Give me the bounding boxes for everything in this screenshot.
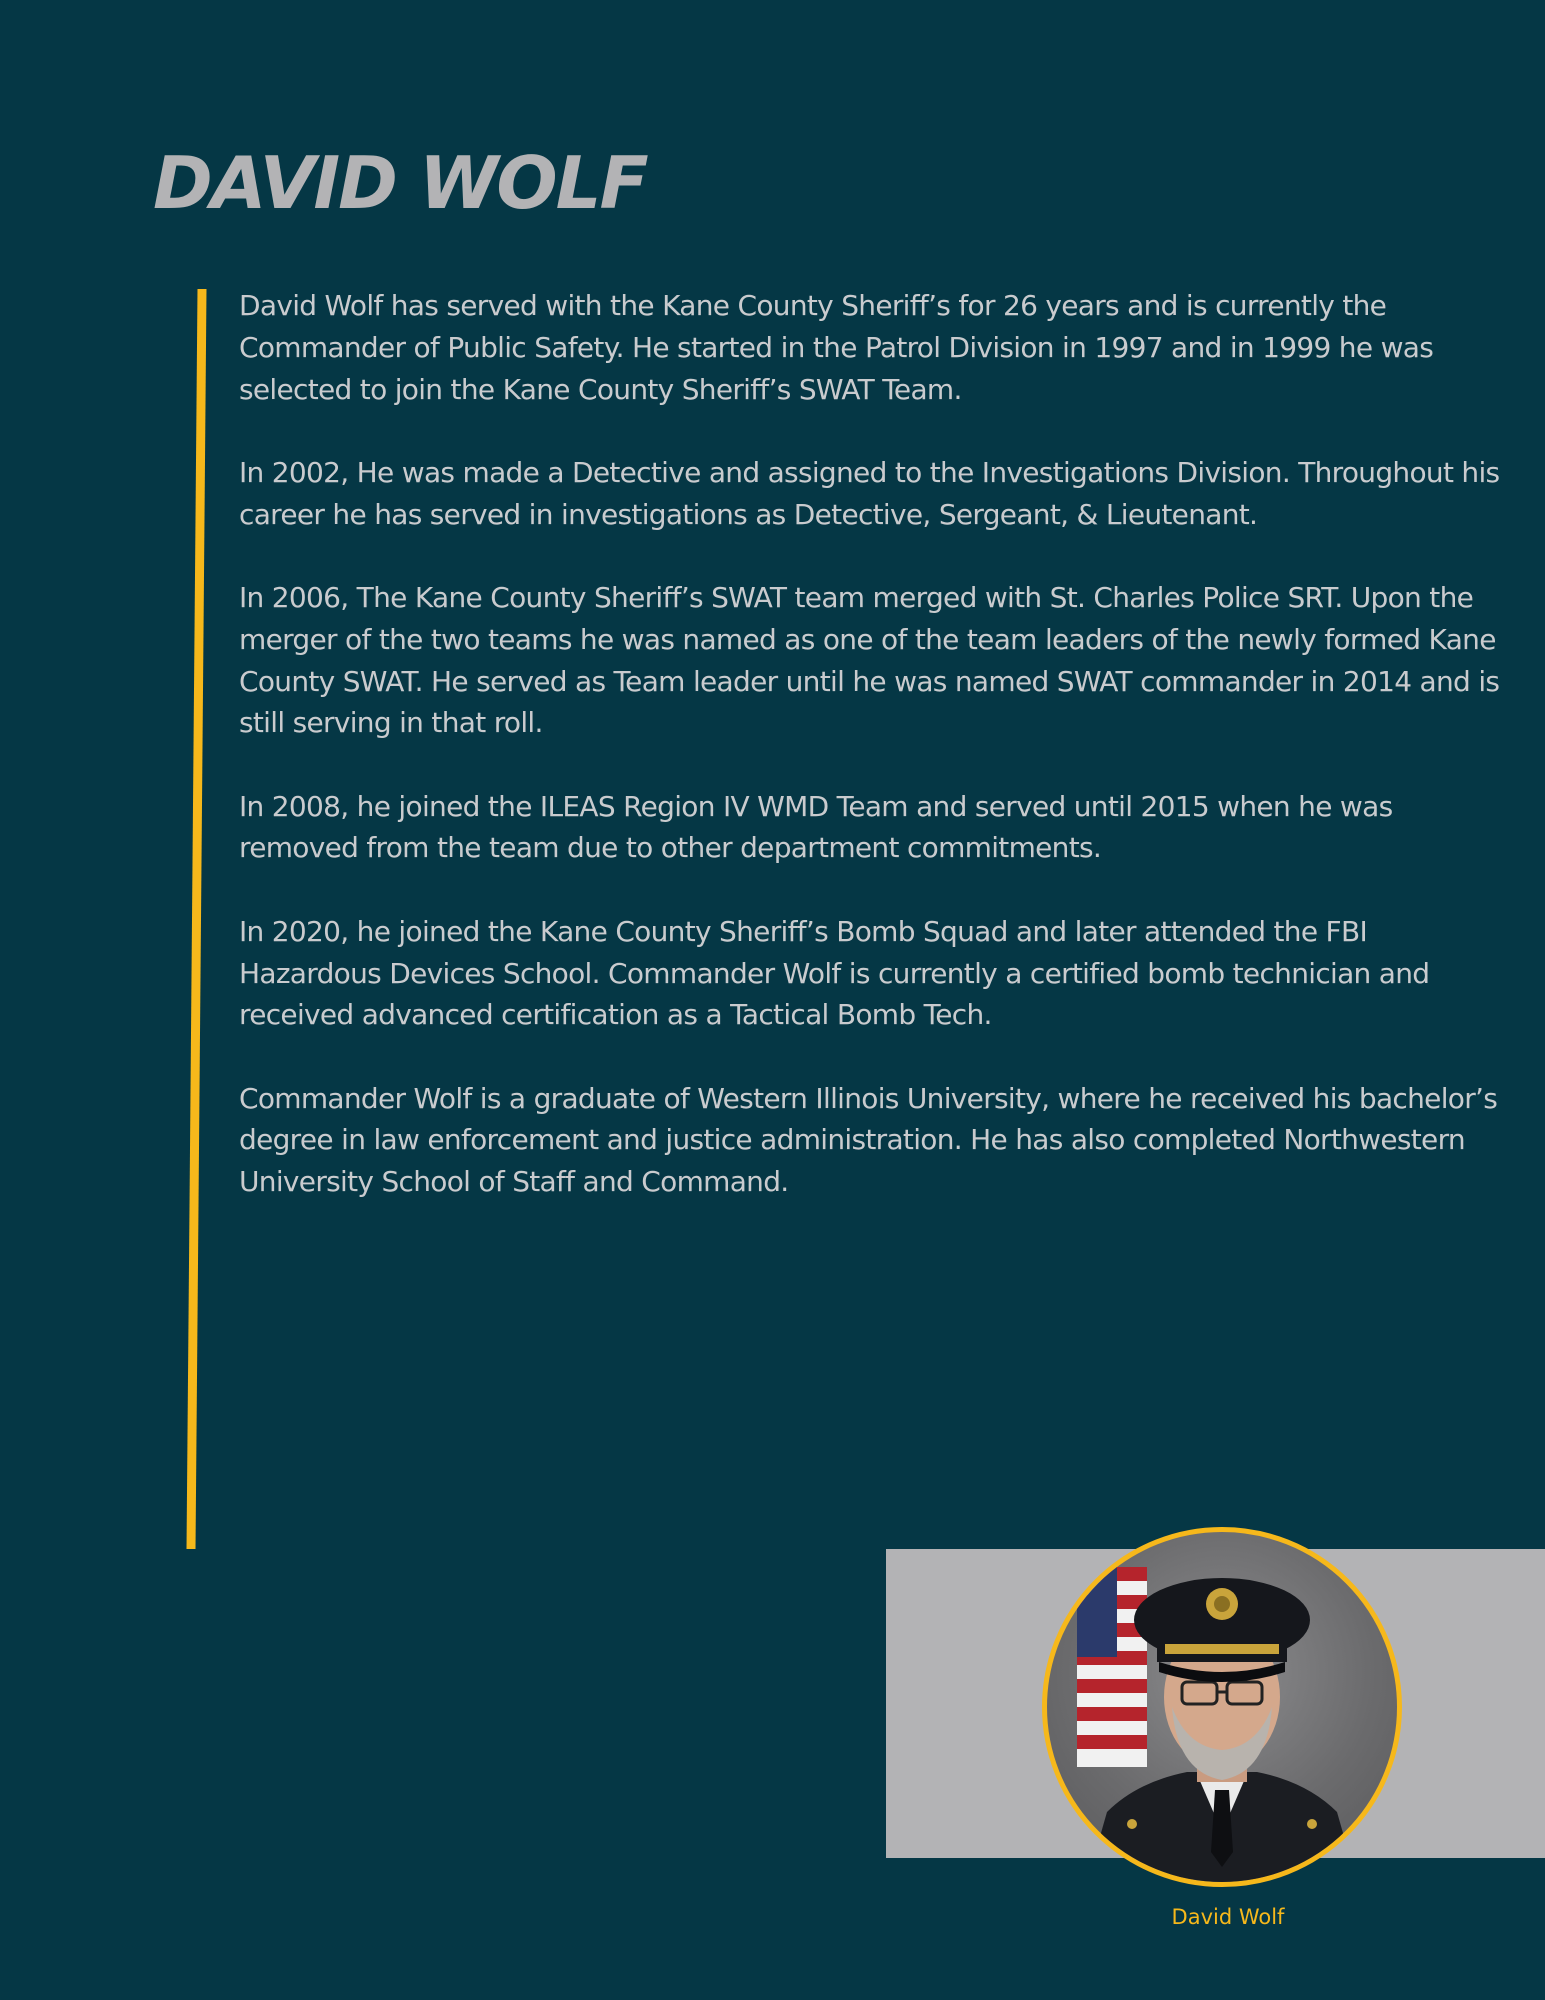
- portrait-image: [1047, 1532, 1397, 1882]
- bio-paragraph: In 2020, he joined the Kane County Sheriff’s Bomb Squad and later attended the FBI Hazardous Devices School. Commander Wolf is currently a certified bomb technician and received advanced certification as a Tactical Bomb Tech.: [239, 914, 1430, 1032]
- accent-divider-line: [187, 289, 207, 1549]
- bio-paragraph: Commander Wolf is a graduate of Western Illinois University, where he received his bachelor’s degree in law enforcement and justice administration. He has also completed Northwestern University School of Staff and Command.: [239, 1081, 1498, 1199]
- portrait-photo: [1042, 1527, 1402, 1887]
- page-title: DAVID WOLF: [153, 141, 647, 225]
- american-flag-icon: [1077, 1567, 1147, 1767]
- bio-paragraph: In 2006, The Kane County Sheriff’s SWAT team merged with St. Charles Police SRT. Upon the merger of the two teams he was named as one of the team leaders of the newly formed Kane County SWAT. He served as Team leader until he was named SWAT commander in 2014 and is still serving in that roll.: [239, 580, 1500, 740]
- bio-section: [239, 285, 1504, 1245]
- portrait-caption: David Wolf: [1171, 1905, 1285, 1929]
- bio-paragraph: In 2002, He was made a Detective and assigned to the Investigations Division. Throughout his career he has served in investigations as Detective, Sergeant, & Lieutenant.: [239, 455, 1500, 531]
- bio-paragraph: David Wolf has served with the Kane County Sheriff’s for 26 years and is currently the Commander of Public Safety. He started in the Patrol Division in 1997 and in 1999 he was selected to join the Kane County Sheriff’s SWAT Team.: [239, 289, 1434, 406]
- bio-paragraph: In 2008, he joined the ILEAS Region IV WMD Team and served until 2015 when he was removed from the team due to other department commitments.: [239, 789, 1393, 865]
